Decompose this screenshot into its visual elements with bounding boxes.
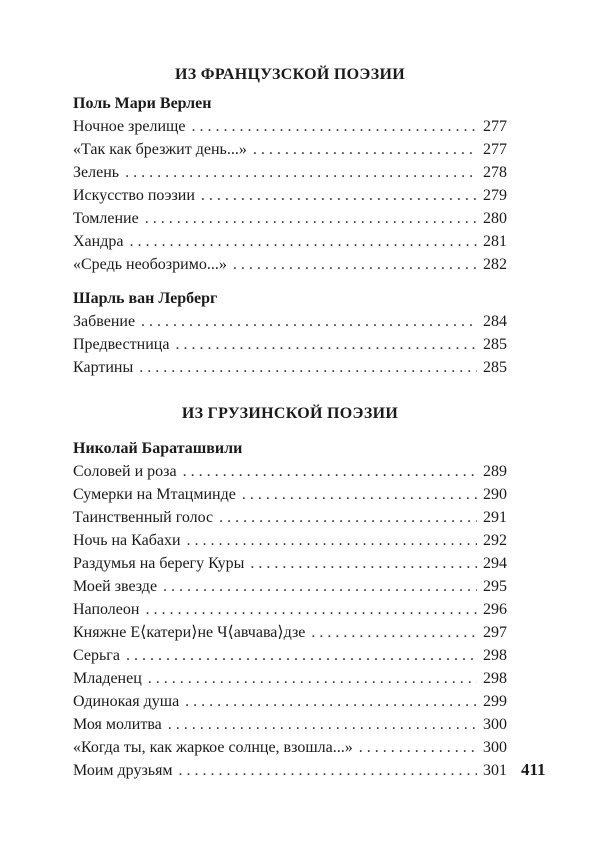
entry-title: Княжне Е⟨катери⟩не Ч⟨авчава⟩дзе [73,624,306,641]
entry-title: Ночь на Кабахи [73,532,181,549]
entry-page: 282 [483,256,507,273]
toc-author-block [73,287,507,379]
entry-page: 294 [483,555,507,572]
toc-entry[interactable] [73,310,507,333]
toc-entry[interactable] [73,598,507,621]
dot-leader [126,644,477,667]
dot-leader [179,759,477,782]
entry-page: 300 [483,739,507,756]
dot-leader [359,736,477,759]
toc-entry[interactable] [73,207,507,230]
dot-leader [148,667,477,690]
toc-entry[interactable] [73,690,507,713]
entry-page: 278 [483,164,507,181]
author-name: Поль Мари Верлен [73,95,212,112]
entry-title: «Когда ты, как жаркое солнце, взошла...» [73,739,353,756]
entry-title: Раздумья на берегу Куры [73,555,245,572]
dot-leader [242,483,477,506]
page-number: 411 [521,760,546,779]
entry-page: 277 [483,118,507,135]
entry-title: Одинокая душа [73,693,180,710]
toc-entry[interactable] [73,759,507,782]
entry-page: 279 [483,187,507,204]
entry-page: 300 [483,716,507,733]
entry-title: Соловей и роза [73,463,177,480]
entry-title: Моя молитва [73,716,162,733]
toc-entry[interactable] [73,621,507,644]
dot-leader [311,621,477,644]
entry-page: 280 [483,210,507,227]
toc-entry[interactable] [73,667,507,690]
toc-author-block [73,437,507,782]
author-name: Шарль ван Лерберг [73,290,218,307]
entry-page: 301 [483,762,507,779]
entry-title: Искусство поэзии [73,187,195,204]
entry-title: Забвение [73,313,136,330]
entry-page: 291 [483,509,507,526]
section-title: ИЗ ФРАНЦУЗСКОЙ ПОЭЗИИ [174,66,405,83]
entry-title: Младенец [73,670,142,687]
entry-page: 299 [483,693,507,710]
dot-leader [141,310,477,333]
entry-page: 292 [483,532,507,549]
entry-title: Сумерки на Мтацминде [73,486,236,503]
toc-entry[interactable] [73,736,507,759]
entry-page: 298 [483,670,507,687]
toc-section [73,402,507,426]
dot-leader [183,460,477,483]
toc-entry[interactable] [73,115,507,138]
toc-entry[interactable] [73,575,507,598]
toc-entry[interactable] [73,230,507,253]
toc-entry[interactable] [73,184,507,207]
entry-title: Моим друзьям [73,762,173,779]
entry-title: Хандра [73,233,124,250]
dot-leader [185,690,477,713]
toc-entry[interactable] [73,483,507,506]
dot-leader [139,356,477,379]
entry-page: 277 [483,141,507,158]
entry-page: 297 [483,624,507,641]
dot-leader [250,552,477,575]
entry-title: Зелень [73,164,120,181]
entry-page: 290 [483,486,507,503]
entry-page: 281 [483,233,507,250]
entry-title: Томление [73,210,139,227]
entry-title: «Так как брезжит день...» [73,141,247,158]
entry-page: 295 [483,578,507,595]
dot-leader [219,506,477,529]
dot-leader [253,138,477,161]
dot-leader [129,230,477,253]
entry-title: Наполеон [73,601,140,618]
dot-leader [168,713,477,736]
entry-page: 284 [483,313,507,330]
entry-title: Предвестница [73,336,170,353]
entry-title: Серьга [73,647,120,664]
dot-leader [201,184,477,207]
toc-entry[interactable] [73,253,507,276]
toc-entry[interactable] [73,161,507,184]
dot-leader [125,161,477,184]
entry-title: Ночное зрелище [73,118,186,135]
entry-page: 298 [483,647,507,664]
dot-leader [145,207,477,230]
toc-entry[interactable] [73,552,507,575]
dot-leader [187,529,477,552]
toc-entry[interactable] [73,529,507,552]
dot-leader [233,253,477,276]
entry-title: «Средь необозримо...» [73,256,227,273]
toc-section [73,63,507,87]
toc-author-block [73,92,507,276]
entry-title: Моей звезде [73,578,158,595]
entry-title: Таинственный голос [73,509,214,526]
toc-entry[interactable] [73,356,507,379]
entry-page: 296 [483,601,507,618]
entry-page: 289 [483,463,507,480]
toc-entry[interactable] [73,333,507,356]
toc-entry[interactable] [73,644,507,667]
entry-page: 285 [483,336,507,353]
dot-leader [191,115,477,138]
author-name: Николай Бараташвили [73,440,243,457]
toc-entry[interactable] [73,506,507,529]
toc-entry[interactable] [73,138,507,161]
toc-entry[interactable] [73,460,507,483]
section-title: ИЗ ГРУЗИНСКОЙ ПОЭЗИИ [181,405,399,422]
dot-leader [163,575,477,598]
toc-entry[interactable] [73,713,507,736]
dot-leader [175,333,477,356]
entry-page: 285 [483,359,507,376]
entry-title: Картины [73,359,134,376]
dot-leader [145,598,477,621]
